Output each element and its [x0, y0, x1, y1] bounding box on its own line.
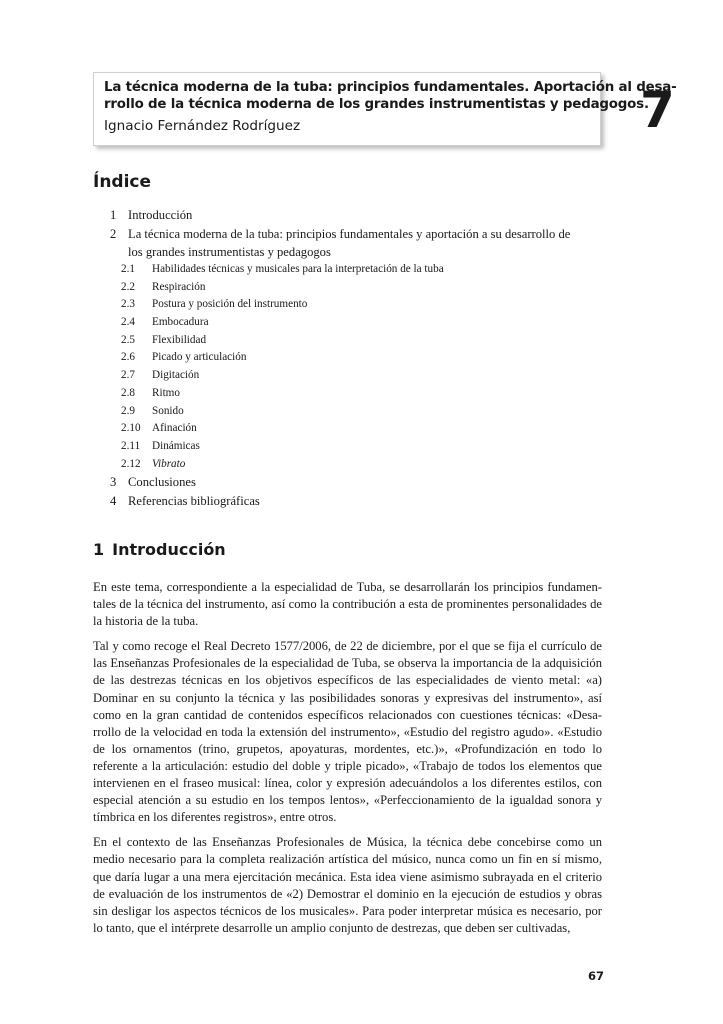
page-number: 67 [588, 969, 605, 983]
toc-subitem-text: Afinación [152, 422, 197, 435]
toc-subitem[interactable] [0, 349, 723, 367]
toc-item-text: Introducción [128, 208, 193, 222]
toc-subitem-text: Digitación [152, 369, 200, 382]
toc-subitem-number: 2.11 [121, 439, 141, 452]
toc-item-number: 4 [110, 494, 117, 509]
toc-subitem[interactable] [0, 367, 723, 385]
chapter-title-line-2: rrollo de la técnica moderna de los grandes instrumentistas y pedagogos. [104, 97, 649, 112]
chapter-title-box [93, 72, 677, 146]
toc-subitem-number: 2.7 [121, 369, 135, 382]
body-paragraph: Tal y como recoge el Real Decreto 1577/2006, de 22 de diciembre, por el que se fija el currículo de las Enseñanzas Profesionales de la especialidad de Tuba, se observa la importancia de la adquisición de las destrezas técnicas en los objetivos específicos de las especialidades de viento metal: «a) Dominar en su conjunto la técnica y las posibilidades sonoras y expresivas del instrumento», así como en la gran cantidad de contenidos específicos relacionados con cuestiones técnicas: «Desarrollo de la velocidad en toda la extensión del instrumento», «Estudio del registro agudo». «Estudio de los ornamentos (trino, grupetos, apoyaturas, mordentes, etc.)», «Profundización en todo lo referente a la articulación: estudio del doble y triple picado», «Trabajo de todos los elementos que intervienen en el fraseo musical: línea, color y expresión adecuándolos a los diferentes estilos, con especial atención a su estudio en los tempos lentos», «Perfeccionamiento de la igualdad sonora y tímbrica en los diferentes registros», entre otros. [93, 639, 602, 825]
toc-subitem[interactable] [0, 314, 723, 332]
section-title: Introducción [112, 540, 226, 559]
toc-subitem-number: 2.8 [121, 386, 135, 399]
toc-item-number: 3 [110, 475, 117, 490]
toc-subitem-text: Ritmo [152, 386, 180, 399]
toc-subitem-text: Vibrato [152, 457, 186, 470]
author-name: Ignacio Fernández Rodríguez [104, 118, 301, 134]
section-heading [93, 539, 226, 561]
section-number: 1 [93, 540, 105, 559]
body-paragraph: En este tema, correspondiente a la especialidad de Tuba, se desarrollarán los principios fundamentales de la técnica del instrumento, así como la contribución a esta de prominentes personalidades de la historia de la tuba. [93, 580, 602, 629]
toc-subitem[interactable] [0, 456, 723, 474]
toc-subitem[interactable] [0, 261, 723, 279]
toc-subitem[interactable] [0, 296, 723, 314]
toc-subitem-number: 2.4 [121, 316, 135, 329]
toc-item-text: La técnica moderna de la tuba: principios fundamentales y aportación a su desarrollo de los grandes instrumentistas y pedagogos [128, 227, 571, 259]
toc-subitem-number: 2.2 [121, 280, 135, 293]
table-of-contents [0, 206, 723, 511]
toc-subitem-text: Postura y posición del instrumento [152, 298, 308, 311]
toc-subitem-text: Respiración [152, 280, 206, 293]
toc-subitem-text: Flexibilidad [152, 333, 207, 346]
toc-subitem-number: 2.9 [121, 404, 135, 417]
toc-subitem[interactable] [0, 332, 723, 350]
toc-item-text: Referencias bibliográficas [128, 494, 260, 509]
toc-item-number: 1 [110, 208, 117, 222]
toc-subitem-text: Embocadura [152, 316, 209, 329]
section-body [93, 579, 602, 945]
toc-subitem[interactable] [0, 420, 723, 438]
toc-subitem-text: Sonido [152, 404, 184, 417]
chapter-number: 7 [640, 81, 675, 139]
toc-subitem-number: 2.3 [121, 298, 135, 311]
toc-subitem-text: Dinámicas [152, 439, 200, 452]
body-paragraph: En el contexto de las Enseñanzas Profesionales de Música, la técnica debe concebirse como un medio necesario para la completa realización artística del músico, nunca como un fin en sí mismo, que daría lugar a una mera ejercitación mecánica. Esta idea viene asimismo subrayada en el criterio de evaluación de los instrumentos de «2) Demostrar el dominio en la ejecución de estudios y obras sin desligar los aspectos técnicos de los musicales». Para poder interpretar música es necesario, por lo tanto, que el intérprete desarrolle un amplio conjunto de destrezas, que deben ser cultivadas, [93, 835, 602, 935]
toc-subitem-text: Picado y articulación [152, 351, 247, 364]
toc-subitem[interactable] [0, 385, 723, 403]
toc-subitem-number: 2.1 [121, 263, 135, 275]
toc-subitem[interactable] [0, 279, 723, 297]
toc-item[interactable] [0, 492, 723, 511]
toc-subitem-number: 2.12 [121, 457, 141, 470]
toc-subitem-number: 2.6 [121, 351, 135, 364]
toc-subitem[interactable] [0, 438, 723, 456]
toc-item-number: 2 [110, 227, 117, 241]
toc-item[interactable] [0, 225, 723, 261]
toc-subitem[interactable] [0, 403, 723, 421]
toc-item-text: Conclusiones [128, 475, 196, 490]
toc-subitem-number: 2.5 [121, 333, 135, 346]
toc-item[interactable] [0, 206, 723, 225]
toc-item[interactable] [0, 473, 723, 492]
chapter-title-line-1: La técnica moderna de la tuba: principios fundamentales. Aportación al desa- [104, 80, 677, 95]
toc-subitem-text: Habilidades técnicas y musicales para la interpretación de la tuba [152, 263, 444, 275]
toc-subitem-number: 2.10 [121, 422, 141, 435]
toc-heading: Índice [93, 172, 152, 192]
